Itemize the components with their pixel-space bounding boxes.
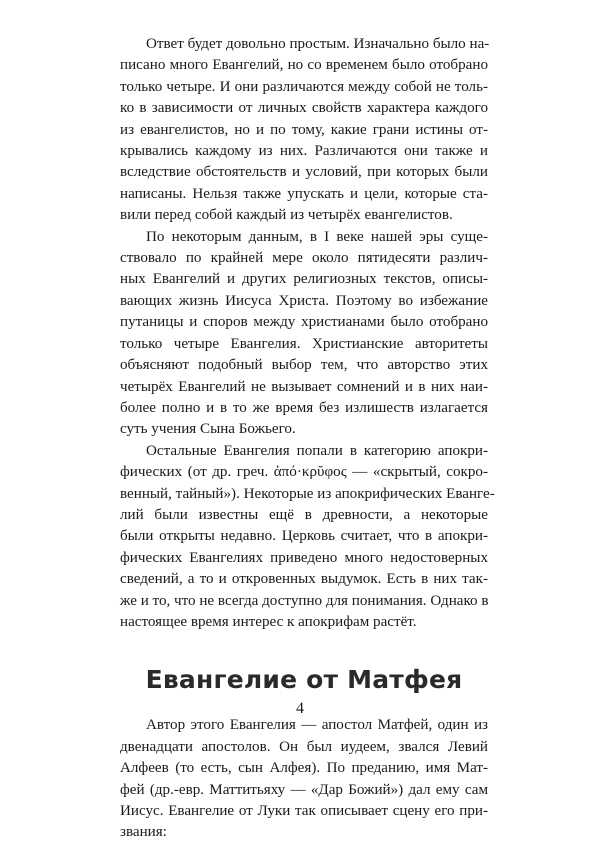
paragraph [120,441,495,634]
text-line: вающих жизнь Иисуса Христа. Поэтому во избежание [120,292,488,309]
text-line: из евангелистов, но и по тому, какие грани истины от- [120,121,488,138]
text-line: фических Евангелиях приведено много недостоверных [120,549,488,566]
text-line: объясняют подобный выбор тем, что авторство этих [120,357,488,374]
text-line: вили перед собой каждый из четырёх евангелистов. [120,207,453,224]
text-line: звания: [120,824,167,841]
text-line: были открыты недавно. Церковь считает, что в апокри- [120,528,488,545]
text-line: фических (от др. греч. ἀπό·κρῠφος — «скрытый, сокро- [120,464,488,481]
text-line: писано много Евангелий, но со временем было отобрано [120,57,488,74]
text-line: лий были известны ещё в древности, а некоторые [120,506,488,523]
text-line: По некоторым данным, в I веке нашей эры суще- [146,228,488,245]
text-line: только четыре Евангелия. Христианские авторитеты [120,335,488,352]
text-line: четырёх Евангелий не вызывает сомнений и в них наи- [120,378,488,395]
section-heading: Евангелие от Матфея [145,665,463,695]
paragraph [120,34,488,227]
spacer [120,633,488,665]
text-line: вследствие обстоятельств и условий, при которых были [120,164,488,181]
text-line: ных Евангелий и других религиозных текстов, описы- [120,271,488,288]
page-number: 4 [296,700,304,717]
text-line: крывались каждому из них. Различаются они также и [120,143,488,160]
text-line: суть учения Сына Божьего. [120,421,296,438]
text-line: ствовало по крайней мере около пятидесяти различ- [120,250,488,267]
top-paragraphs [120,34,495,633]
text-line: Ответ будет довольно простым. Изначально было на- [146,36,490,52]
text-line: венный, тайный»). Некоторые из апокрифических Еванге- [120,485,495,502]
text-line: Иисус. Евангелие от Луки так описывает сцену его при- [120,803,488,819]
paragraph [120,715,488,843]
text-line: написаны. Нельзя также упускать и цели, которые ста- [120,185,488,202]
text-line: только четыре. И они различаются между собой не толь- [120,78,488,95]
text-line: двенадцати апостолов. Он был иудеем, звался Левий [120,738,488,755]
paragraph [120,227,488,441]
bottom-paragraphs [120,715,488,843]
page-body [120,34,495,844]
text-line: сведений, а то и откровенных выдумок. Есть в них так- [120,571,488,588]
text-line: Остальные Евангелия попали в категорию апокри- [146,442,488,459]
text-line: ко в зависимости от личных свойств характера каждого [120,100,488,117]
text-line: фей (др.-евр. Маттитьяху — «Дар Божий») дал ему сам [120,781,488,798]
text-line: Автор этого Евангелия — апостол Матфей, один из [146,717,488,734]
text-line: путаницы и споров между христианами было отобрано [120,314,488,331]
text-line: более полно и в то же время без излишеств излагается [120,399,488,416]
text-line: Алфеев (то есть, сын Алфея). По преданию, имя Мат- [120,760,488,777]
text-line: настоящее время интерес к апокрифам растёт. [120,613,417,630]
text-line: же и то, что не всегда доступно для понимания. Однако в [120,592,489,609]
